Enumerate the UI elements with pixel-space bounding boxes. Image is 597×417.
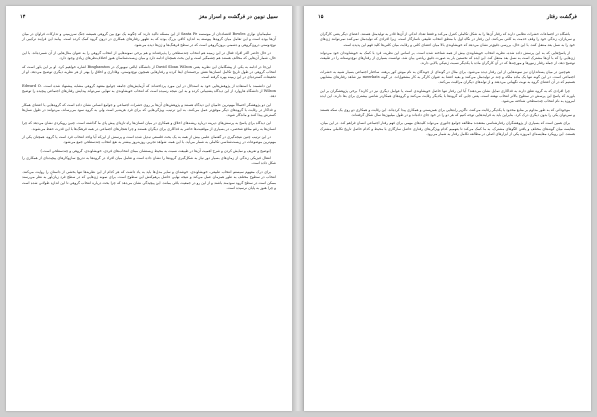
paragraph: این دو پژوهشگر احتمالاً مهم‌ترین حامیان این دیدگاه هستند و پژوهش‌های آن‌ها بر روی حشرات اجتماعی و جوامع انسانی نشان داده است که گروه‌هایی با اعضای همکار و فداکار در رقابت با گروه‌های دیگر موفق‌تر عمل می‌کنند. به این ترتیب، ویژگی‌هایی که برای فرد هزینه‌بر است ولی به گروه سود می‌رساند، می‌توانند در طول نسل‌ها گسترش پیدا کنند و ماندگار شوند. xyxy=(22,102,276,117)
paragraph: برای درک مفهوم سیستم انتخاب طبیعی، خویشاوندی، خوشه‌ای و سایر مدل‌ها باید به یاد داشت که هر کدام از این نظریه‌ها تنها بخشی از داستان را روایت می‌کنند. انتخاب در سطوح مختلف به طور همزمان عمل می‌کند و نتیجه نهایی حاصل برهم‌کنش این سطوح است. برای نمونه ژن‌هایی که در سطح فرد زیان‌آور به نظر می‌رسند ممکن است در سطح گروه سودمند باشند و از این رو در جمعیت باقی بمانند. این پیچیدگی نشان می‌دهد که چرا بحث درباره انتخاب گروهی تا این اندازه طولانی شده است و چرا هنوز به پایان نرسیده است. xyxy=(22,170,276,190)
paragraph: انتقال فیزیکی زندگی از زمان‌های بسیار دور نیاز به شکل‌گیری گروه‌ها را نشان داده است و تعامل میان افراد در گروه‌ها به تدریج سازوکارهای پیچیده‌ای از همکاری را شکل داده است. xyxy=(22,155,276,165)
right-page xyxy=(304,6,591,411)
left-page-header xyxy=(20,14,278,24)
right-page-body xyxy=(320,32,575,401)
paragraph: برای همین است که بسیاری از پژوهشگران رفتارشناسی معتقدند مطالعه جوامع جانوری می‌تواند کلیدهای مهمی برای فهم رفتار اجتماعی انسان فراهم کند. در این میان، مقایسه میان گونه‌های مختلف و یافتن الگوهای مشترک، به ما کمک می‌کند تا بفهمیم کدام ویژگی‌های رفتاری حاصل سازگاری با محیط و کدام حاصل تاریخ تکاملی مشترک هستند. این رویکرد مقایسه‌ای امروزه یکی از ابزارهای اصلی در مطالعه تکامل رفتار به شمار می‌رود. xyxy=(320,121,575,136)
paragraph: این دانشمند با استفاده از پژوهش‌هایی خود به استدلال در این مورد پرداخته‌اند که آزمایش‌های جامعه جوامع متعهد گروهی مشابه پیشنهاد شده است. Edward O. Wilson از دانشگاه هاروارد از این دیدگاه پشتیبانی کرده و به این نتیجه رسیده است که انتخاب خویشاوندی به تنهایی نمی‌تواند پیدایش رفتارهای اجتماعی پیچیده را توضیح دهد. xyxy=(22,83,276,99)
paragraph: در حال حاضر اکثر افراد فعال در این زمینه هم انتخاب چندسطحی را پذیرفته‌اند و هم برخی نمونه‌هایی از انتخاب گروهی را به عنوان مثال‌هایی از آن شمرده‌اند. با این حال، شمار آن‌هایی که مخالف هستند هم چشمگیر است و این بحث همچنان ادامه دارد و میان زیست‌شناسان هنوز اختلاف‌نظرهای زیادی وجود دارد. xyxy=(22,50,276,61)
paragraph: این دیدگاه برای پاسخ به پرسش‌های دیرینه درباره ریشه‌های اخلاق و همکاری در میان انسان‌ها راه تازه‌ای پیش پای ما گذاشته است. چنین رویکردی نشان می‌دهد که چرا انسان‌ها به رغم منافع شخصی، در بسیاری از موقعیت‌ها حاضر به فداکاری برای دیگران هستند و چرا هنجارهای اجتماعی در همه فرهنگ‌ها با این قدرت حفظ می‌شوند. xyxy=(22,121,276,131)
left-page-body xyxy=(22,32,276,401)
paragraph: چرا افرادی که به گروه تعلق دارند به فداکاری تمایل نشان می‌دهند؟ آیا این رفتار تنها حاصل خویشاوندی است یا عوامل دیگری نیز در کارند؟ برخی پژوهشگران بر این باورند که پاسخ این پرسش در سطوح بالاتر انتخاب نهفته است، یعنی جایی که گروه‌ها با یکدیگر رقابت می‌کنند و گروه‌های همکارتر شانس بیشتری برای بقا دارند. این ایده امروزه به نام انتخاب چندسطحی شناخته می‌شود. xyxy=(320,88,575,104)
paragraph: هم‌چنین در میان پستانداران نیز نمونه‌هایی از این رفتار دیده می‌شود. برای مثال در گونه‌ای از جوندگان به نام موش کور برهنه، ساختار اجتماعی بسیار شبیه به حشرات اجتماعی است. در این گونه تنها یک ماده ملکه و چند نر تولیدمثل می‌کنند و بقیه اعضا به عنوان کارگر به کار مشغول‌اند. در گونه meerkats نیز شاهد رفتارهای مشابهی هستیم که در آن اعضای گروه به نوبت نگهبانی می‌دهند و از توله‌های دیگران مراقبت می‌کنند. xyxy=(320,69,575,85)
left-page-number: ۱۴ xyxy=(20,14,26,20)
left-page xyxy=(6,6,292,411)
right-page-header xyxy=(318,14,577,24)
paragraph: این‌جا در ادامه به یکی از پیشگامان این نظریه یعنی David Sloan Wilson از دانشگاه ایالتی نیویورک در Binghamton اشاره خواهیم کرد. او بر این باور است که انتخاب گروهی در طول تاریخ تکامل انسان‌ها نقش برجسته‌ای ایفا کرده و رفتارهایی همچون نوع‌دوستی، وفاداری و اخلاق را بهتر از هر نظریه دیگری توضیح می‌دهد. او از تحقیقات گسترده‌ای در این زمینه بهره گرفته است. xyxy=(22,64,276,80)
paragraph: باشگاه در اجتماعات حشرات نظامی دارند که رفتار آن‌ها را به شکل تکاملی کنترل می‌کند و فقط تعداد اندکی از آن‌ها قادر به تولیدمثل هستند. اعضای دیگر یعنی کارگران و سربازان، زندگی خود را وقف خدمت به کلنی می‌کنند. این رفتار در نگاه اول با منطق انتخاب طبیعی ناسازگار است، زیرا افرادی که تولیدمثل نمی‌کنند نمی‌توانند ژن‌های خود را به نسل بعد منتقل کنند. با این حال، بررسی دقیق‌تر نشان می‌دهد که خویشاوندی بالا میان اعضای کلنی و رقابت میان کلنی‌ها کلید فهم این پدیده است. xyxy=(320,32,575,47)
paragraph: موجوداتی که به طور مداوم بر منابع محدود با یکدیگر رقابت می‌کنند، ناگزیر راه‌هایی برای همزیستی و همکاری پیدا کرده‌اند. این رقابت و همکاری دو روی یک سکه هستند و نمی‌توان یکی را بدون دیگری درک کرد. بنابراین باید به فرایندهایی توجه کنیم که هر دو را در خود جای داده‌اند و در طول میلیون‌ها سال شکل گرفته‌اند. xyxy=(320,107,575,117)
book-gutter xyxy=(292,6,304,411)
paragraph: در این ترتیب چنین نتیجه‌گیری در گفتمان علمی بیش از همه به یک بحث فلسفی تبدیل شده است و پرسش از این‌که آیا واحد انتخاب فرد است یا گروه، همچنان یکی از مهم‌ترین موضوعات در زیست‌شناسی تکاملی به شمار می‌آید. با این همه، شواهد تجربی روزبه‌روز بیشتر به نفع انتخاب چندسطحی جمع می‌شود. xyxy=(22,135,276,145)
right-page-number: ۱۵ xyxy=(318,14,324,20)
paragraph: از پاسخ‌هایی که به این پرسش داده شده، نظریه انتخاب خویشاوندی بیش از همه شناخته شده است. بر اساس این نظریه، فرد با کمک به خویشاوندان خود می‌تواند ژن‌هایی را که با آن‌ها مشترک است به نسل بعد منتقل کند. این ایده که نخستین بار به صورت دقیق ریاضی بیان شد، توانست بسیاری از رفتارهای نوع‌دوستانه را در طبیعت توضیح دهد، از جمله رفتار زنبورها و مورچه‌ها که در آن کارگران ماده با یکدیگر نسبت ژنتیکی بالایی دارند. xyxy=(320,50,575,66)
paragraph: (توضیح و تعریف و نمایش کردن و شرح اهمیت آن‌ها در طبیعت نسبت به محیط زیستشان مبنای انتخاب‌های فردی، خویشاوندی، گروهی و چندسطحی است.) xyxy=(40,148,271,153)
paragraph: سلیمانیان نواری Bowles اقتصاددان از موسسه Santa Fe از این مسئله تاکید دارند که چگونه یک نوع بین گروهی همیشه جنگ سرزمینی و تدارکات فراوان در میان آن‌ها بوده است و این تعامل میان گروه‌ها پیوسته به اندازه کافی بزرگ بوده که به ظهور رفتارهای همکاری در درون گروه کمک کرده است. پیامد این فرایند ترکیبی از نوع‌دوستی درون‌گروهی و دشمنی برون‌گروهی است که در سطح فرهنگ‌ها و ژن‌ها دیده می‌شود. xyxy=(22,32,276,47)
left-running-title: سبیل نوبین در فرگشت و اسرار مغز xyxy=(199,14,278,20)
right-running-title: فرگشت رفتار xyxy=(547,14,577,20)
